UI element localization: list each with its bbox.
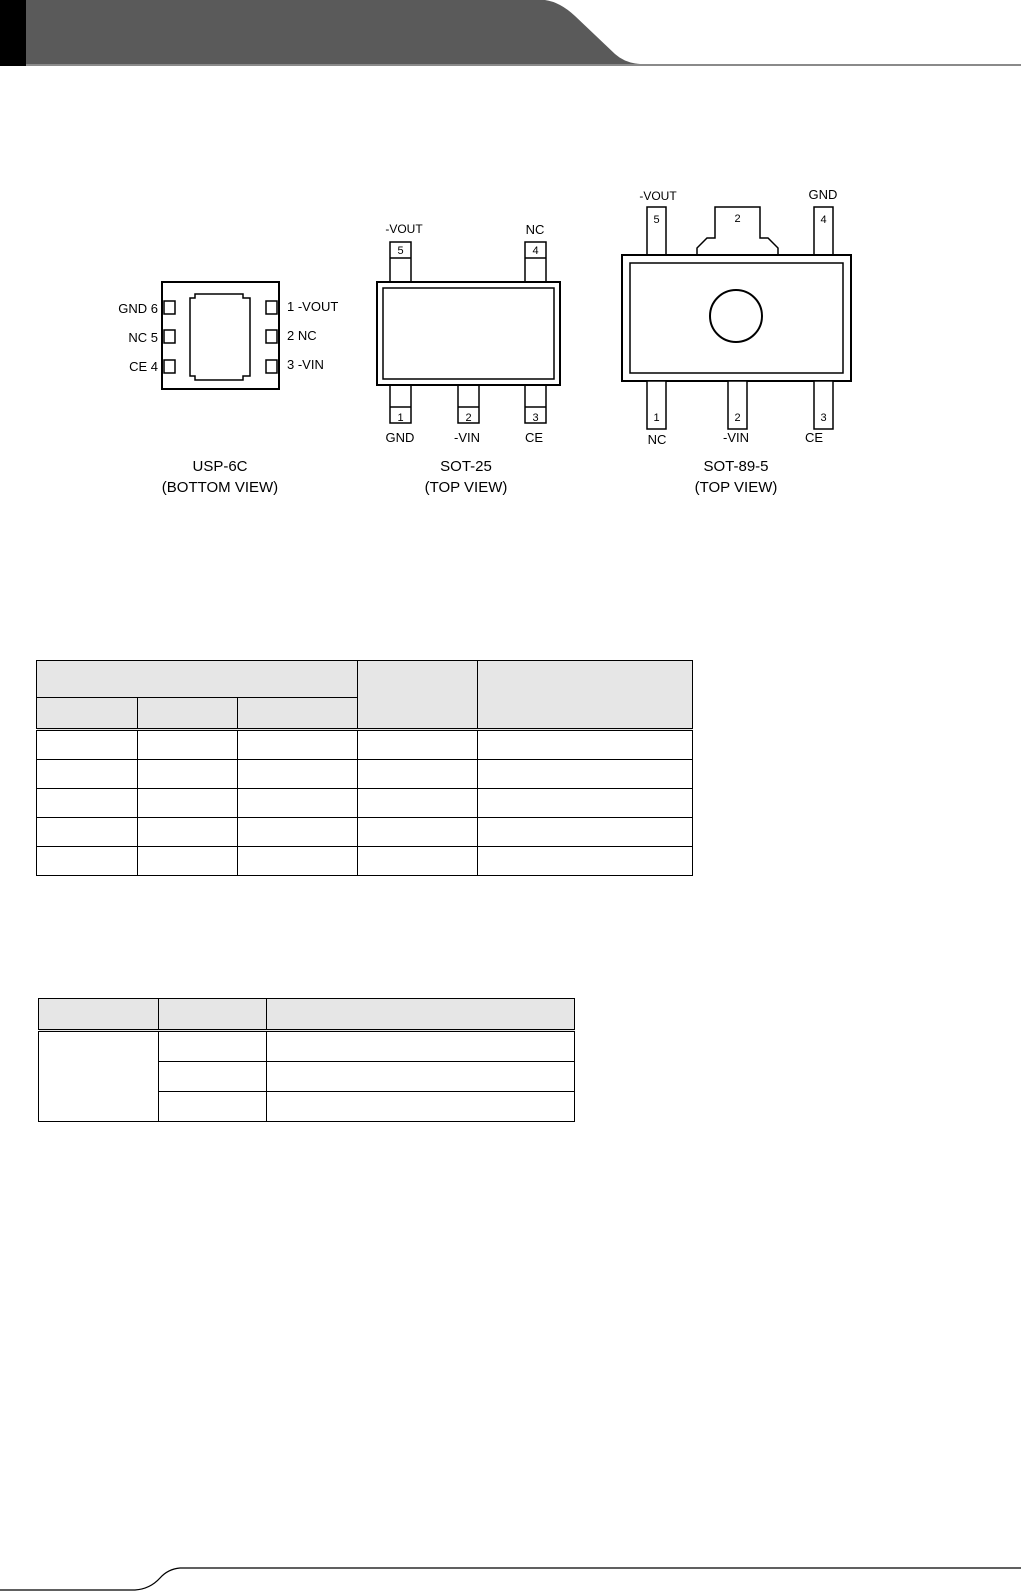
- table-cell: [37, 847, 138, 876]
- table-row: [37, 818, 693, 847]
- usp6c-package: [118, 282, 338, 496]
- sot25-pin1-label: GND: [385, 430, 415, 445]
- table-cell: [159, 1062, 267, 1092]
- sot25-pin2-label: -VIN: [454, 430, 480, 445]
- sot25-pin1-number: 1: [397, 412, 404, 424]
- table-cell: [357, 760, 477, 789]
- sot89-pin2-label: -VIN: [723, 430, 749, 445]
- sot89-pin4-label: GND: [808, 187, 838, 202]
- ordering-table-header-package: [357, 661, 477, 730]
- usp6c-pin1-label: 1 -VOUT: [287, 299, 339, 314]
- table-cell: [37, 818, 138, 847]
- table-row: [39, 1031, 575, 1062]
- ordering-table: [36, 660, 693, 876]
- sot25-pin4-number: 4: [532, 245, 539, 257]
- table-cell: [37, 789, 138, 818]
- table-cell: [477, 818, 692, 847]
- pin-configuration-diagram: [100, 180, 900, 510]
- table-cell: [477, 789, 692, 818]
- table-cell: [137, 730, 238, 760]
- table-cell: [37, 730, 138, 760]
- table-cell: [238, 818, 358, 847]
- usp6c-title: USP-6C: [192, 458, 248, 475]
- table-cell: [238, 730, 358, 760]
- pin-table-header: [267, 999, 575, 1031]
- header-gray-bar: [26, 0, 1021, 66]
- sot89-view: (TOP VIEW): [694, 479, 778, 496]
- table-cell: [238, 760, 358, 789]
- table-row: [37, 730, 693, 760]
- table-cell: [357, 789, 477, 818]
- sot89-tab-pin2-number: 2: [734, 213, 741, 225]
- sot25-pin3-number: 3: [532, 412, 539, 424]
- sot25-title: SOT-25: [440, 458, 492, 475]
- sot89-package: [622, 187, 851, 496]
- sot89-pin4-number: 4: [820, 214, 827, 226]
- table-cell: [477, 760, 692, 789]
- sot25-package: [377, 222, 560, 496]
- table-row: [37, 847, 693, 876]
- table-cell: [357, 730, 477, 760]
- sot89-pin2-number: 2: [734, 412, 741, 424]
- header-banner: [0, 0, 1021, 70]
- ordering-table-header-product: [37, 661, 358, 698]
- pin-table-header: [159, 999, 267, 1031]
- table-cell: [238, 789, 358, 818]
- ordering-table-header-remarks: [477, 661, 692, 730]
- sot89-pin1-number: 1: [653, 412, 660, 424]
- table-cell: [238, 847, 358, 876]
- table-cell: [267, 1092, 575, 1122]
- table-cell: [37, 760, 138, 789]
- pin-table-header: [39, 999, 159, 1031]
- table-cell: [39, 1031, 159, 1122]
- table-cell: [137, 789, 238, 818]
- sot89-title: SOT-89-5: [703, 458, 769, 475]
- ordering-table-subheader: [37, 698, 138, 730]
- sot89-pin3-number: 3: [820, 412, 827, 424]
- sot89-pin5-label: -VOUT: [639, 189, 677, 203]
- table-cell: [137, 818, 238, 847]
- table-cell: [357, 818, 477, 847]
- sot25-pin3-label: CE: [524, 430, 544, 445]
- sot25-pin5-number: 5: [397, 245, 404, 257]
- sot25-pin4-label: NC: [525, 222, 545, 237]
- sot25-pin2-number: 2: [465, 412, 472, 424]
- usp6c-pin2-label: 2 NC: [287, 328, 317, 343]
- pin-assignment-table: [38, 998, 575, 1122]
- table-row: [37, 789, 693, 818]
- footer-rule: [0, 1560, 1021, 1593]
- usp6c-pin6-label: GND 6: [118, 301, 158, 316]
- table-cell: [477, 847, 692, 876]
- usp6c-pin3-label: 3 -VIN: [287, 357, 324, 372]
- usp6c-view: (BOTTOM VIEW): [161, 479, 279, 496]
- sot25-view: (TOP VIEW): [424, 479, 508, 496]
- table-cell: [267, 1031, 575, 1062]
- table-cell: [357, 847, 477, 876]
- sot25-pin5-label: -VOUT: [385, 222, 423, 236]
- ordering-table-subheader: [137, 698, 238, 730]
- sot89-pin1-label: NC: [647, 432, 667, 447]
- ordering-table-subheader: [238, 698, 358, 730]
- table-cell: [159, 1031, 267, 1062]
- table-cell: [477, 730, 692, 760]
- usp6c-pin4-label: CE 4: [129, 359, 158, 374]
- table-cell: [137, 760, 238, 789]
- table-cell: [267, 1062, 575, 1092]
- table-cell: [159, 1092, 267, 1122]
- sot89-pin5-number: 5: [653, 214, 660, 226]
- table-cell: [137, 847, 238, 876]
- sot89-pin3-label: CE: [804, 430, 824, 445]
- usp6c-pin5-label: NC 5: [128, 330, 158, 345]
- header-black-tab: [0, 0, 26, 66]
- table-row: [37, 760, 693, 789]
